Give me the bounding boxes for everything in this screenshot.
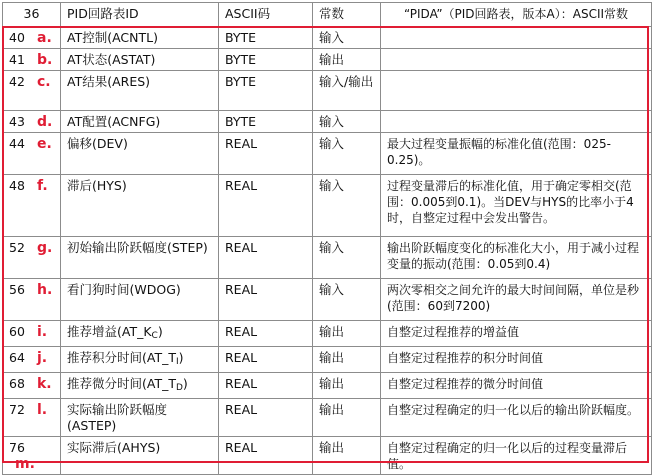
variable-name-subscript: D	[175, 383, 183, 393]
variable-name-cell	[61, 175, 219, 237]
variable-name: 实际滞后(AHYS)	[67, 440, 161, 455]
item-letter-marker: m.	[15, 456, 35, 472]
description-cell: 自整定过程推荐的增益值	[381, 321, 652, 347]
table-row	[3, 279, 652, 321]
variable-name: 偏移(DEV)	[67, 136, 128, 151]
description-cell: 两次零相交之间允许的最大时间间隔，单位是秒(范围：60到7200)	[381, 279, 652, 321]
variable-name: 实际输出阶跃幅度(ASTEP)	[67, 402, 168, 433]
table-row	[3, 399, 652, 437]
variable-name-cell	[61, 373, 219, 399]
offset-cell	[3, 175, 61, 237]
access-cell: 输出	[313, 399, 381, 437]
data-type-cell: REAL	[219, 133, 313, 175]
variable-name-cell	[61, 111, 219, 133]
variable-name: 推荐增益(AT_K	[67, 324, 152, 339]
data-type-cell: REAL	[219, 321, 313, 347]
access-cell: 输入	[313, 175, 381, 237]
access-cell: 输出	[313, 373, 381, 399]
offset-value: 76	[9, 440, 25, 455]
data-type-cell: REAL	[219, 347, 313, 373]
offset-cell	[3, 373, 61, 399]
item-letter-marker: f.	[37, 178, 48, 194]
pid-loop-table	[2, 2, 652, 475]
table-row	[3, 347, 652, 373]
data-type-cell: BYTE	[219, 71, 313, 111]
description-cell	[381, 71, 652, 111]
table-row	[3, 437, 652, 475]
offset-cell	[3, 133, 61, 175]
offset-value: 68	[9, 376, 25, 391]
offset-value: 40	[9, 30, 25, 45]
item-letter-marker: j.	[37, 350, 48, 366]
table-row	[3, 111, 652, 133]
variable-name: AT状态(ASTAT)	[67, 52, 156, 67]
header-access: 常数	[313, 3, 381, 27]
offset-cell	[3, 399, 61, 437]
variable-name-cell	[61, 399, 219, 437]
offset-cell	[3, 27, 61, 49]
offset-value: 44	[9, 136, 25, 151]
header-row	[3, 3, 652, 27]
offset-value: 48	[9, 178, 25, 193]
header-name: PID回路表ID	[61, 3, 219, 27]
item-letter-marker: c.	[37, 74, 51, 90]
data-type-cell: REAL	[219, 175, 313, 237]
access-cell: 输入	[313, 111, 381, 133]
offset-value: 42	[9, 74, 25, 89]
access-cell: 输入	[313, 237, 381, 279]
access-cell: 输入/输出	[313, 71, 381, 111]
variable-name-subscript: C	[151, 331, 158, 341]
item-letter-marker: e.	[37, 136, 52, 152]
variable-name-end: )	[182, 376, 188, 391]
description-cell	[381, 27, 652, 49]
variable-name-end: )	[178, 350, 184, 365]
variable-name-cell	[61, 321, 219, 347]
table-row	[3, 27, 652, 49]
variable-name-subscript: I	[175, 357, 179, 367]
item-letter-marker: d.	[37, 114, 53, 130]
variable-name-cell	[61, 237, 219, 279]
offset-cell	[3, 347, 61, 373]
description-cell: 自整定过程确定的归一化以后的输出阶跃幅度。	[381, 399, 652, 437]
description-cell: 自整定过程推荐的积分时间值	[381, 347, 652, 373]
variable-name-cell	[61, 347, 219, 373]
variable-name: 滞后(HYS)	[67, 178, 127, 193]
table-row	[3, 133, 652, 175]
variable-name-cell	[61, 49, 219, 71]
offset-value: 60	[9, 324, 25, 339]
variable-name: AT配置(ACNFG)	[67, 114, 161, 129]
offset-value: 72	[9, 402, 25, 417]
variable-name-cell	[61, 133, 219, 175]
variable-name-cell	[61, 279, 219, 321]
table-row	[3, 71, 652, 111]
access-cell: 输入	[313, 27, 381, 49]
data-type-cell: BYTE	[219, 27, 313, 49]
header-type: ASCII码	[219, 3, 313, 27]
offset-cell	[3, 321, 61, 347]
description-cell	[381, 111, 652, 133]
description-cell: 自整定过程确定的归一化以后的过程变量滞后值。	[381, 437, 652, 475]
variable-name: AT控制(ACNTL)	[67, 30, 158, 45]
item-letter-marker: k.	[37, 376, 52, 392]
offset-cell	[3, 237, 61, 279]
data-type-cell: REAL	[219, 437, 313, 475]
item-letter-marker: b.	[37, 52, 53, 68]
data-type-cell: BYTE	[219, 111, 313, 133]
item-letter-marker: g.	[37, 240, 53, 256]
header-offset: 36	[3, 3, 61, 27]
data-type-cell: BYTE	[219, 49, 313, 71]
access-cell: 输入	[313, 133, 381, 175]
description-cell: 最大过程变量振幅的标准化值(范围：025-0.25)。	[381, 133, 652, 175]
access-cell: 输出	[313, 437, 381, 475]
variable-name: 推荐微分时间(AT_T	[67, 376, 176, 391]
item-letter-marker: l.	[37, 402, 48, 418]
header-description: “PIDA”（PID回路表，版本A）：ASCII常数	[381, 3, 652, 27]
access-cell: 输出	[313, 347, 381, 373]
variable-name-end: )	[157, 324, 163, 339]
table-row	[3, 49, 652, 71]
description-cell: 输出阶跃幅度变化的标准化大小，用于减小过程变量的振动(范围：0.05到0.4)	[381, 237, 652, 279]
variable-name: 看门狗时间(WDOG)	[67, 282, 181, 297]
offset-value: 56	[9, 282, 25, 297]
data-type-cell: REAL	[219, 237, 313, 279]
item-letter-marker: i.	[37, 324, 48, 340]
access-cell: 输出	[313, 49, 381, 71]
data-type-cell: REAL	[219, 373, 313, 399]
variable-name: 初始输出阶跃幅度(STEP)	[67, 240, 208, 255]
table-row	[3, 175, 652, 237]
offset-value: 43	[9, 114, 25, 129]
table-row	[3, 321, 652, 347]
variable-name-cell	[61, 27, 219, 49]
description-cell: 自整定过程推荐的微分时间值	[381, 373, 652, 399]
description-cell	[381, 49, 652, 71]
offset-cell	[3, 279, 61, 321]
variable-name: AT结果(ARES)	[67, 74, 151, 89]
offset-value: 52	[9, 240, 25, 255]
access-cell: 输入	[313, 279, 381, 321]
table-row	[3, 237, 652, 279]
offset-cell	[3, 49, 61, 71]
item-letter-marker: a.	[37, 30, 52, 46]
item-letter-marker: h.	[37, 282, 53, 298]
offset-value: 41	[9, 52, 25, 67]
variable-name: 推荐积分时间(AT_T	[67, 350, 176, 365]
offset-value: 64	[9, 350, 25, 365]
data-type-cell: REAL	[219, 399, 313, 437]
variable-name-cell	[61, 437, 219, 475]
data-type-cell: REAL	[219, 279, 313, 321]
description-cell: 过程变量滞后的标准化值，用于确定零相交(范围：0.005到0.1)。当DEV与HYS的比率小于4时，自整定过程中会发出警告。	[381, 175, 652, 237]
access-cell: 输出	[313, 321, 381, 347]
variable-name-cell	[61, 71, 219, 111]
offset-cell	[3, 71, 61, 111]
offset-cell	[3, 111, 61, 133]
table-row	[3, 373, 652, 399]
offset-cell	[3, 437, 61, 475]
